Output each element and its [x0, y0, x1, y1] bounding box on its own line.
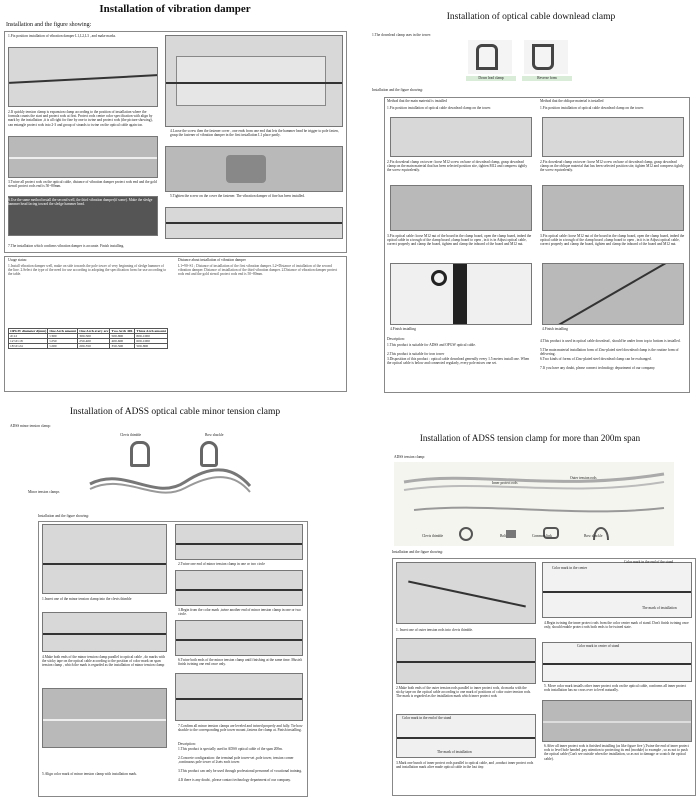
minor-photo-5: [175, 620, 303, 656]
vibration-usage-text: 1.Install vibration damper well, make on side towards the pole tower of very beginning of sledge hammer of the line. 2.Select the type of the need for use according to adopting the specification form for use according to the table.: [8, 264, 167, 277]
vibration-distance-text: L1=90~S1 ; Distance of installation of the first vibration damper. L2=Distance of installation of the second vibration damper. Distance of installation of the third vibration damper. 2.Distance of vibration damper protect rods end and the gold stencil protect rods end is 50~80mm.: [178, 264, 338, 277]
table-header: One Arch every arc: [79, 329, 109, 333]
adss-label-install-mark-2: The mark of installation: [437, 750, 472, 754]
reverse-form-label: Reverse form: [522, 76, 572, 81]
downlead-description-6: 6.Two kinds of forms of Zinc-plated steel downlead clamp can be exchanged.: [540, 357, 652, 361]
minor-part-clamps: Minor tension clamps: [28, 490, 60, 494]
vibration-title: Installation of vibration damper: [99, 3, 251, 15]
downlead-figure-heading: Installation and the figure showing:: [372, 88, 424, 92]
adss-part-link: Common link: [532, 534, 552, 538]
vibration-span-table: [8, 328, 168, 349]
minor-description-1: 1.This product is specially used in ADSS optical cable of the span 200m.: [178, 747, 283, 751]
method-oblique-label: Method that the oblique material is installed: [540, 99, 604, 103]
downlead-description-3: 3.Disposition of this product : optical cable downlead generally every 1.5 meters install one. When the optical cable is below and connected regularly, every pole mixes one set.: [387, 357, 530, 366]
minor-tension-panel: [0, 400, 350, 800]
downlead-step-4-oblique: 4.Finish installing: [542, 327, 568, 331]
adss-step-1: 1. Insert one of outer tension rods into clevis thimble.: [396, 628, 473, 632]
reverse-form-photo: [524, 40, 568, 74]
vibration-step-6: 6.Use the same method install the second well, the third vibration damper(if some). Make the sledge hammer head facing toward the sledge hammer head.: [8, 198, 153, 207]
table-row: d≤12 ≤300 300-500 500-800 800-1000: [9, 334, 168, 339]
adss-step-5: 5. Move color mark installs other inner protect rods on the optical cable, conforms all inner protect rods installation has no cross over to level naturally.: [544, 684, 687, 693]
minor-section-label: ADSS minor tension clamp:: [10, 424, 51, 428]
vibration-step-2: 2.If quickly tension clamp is expansion clamp according to the position of installation where the formula counts the start and protect rods at first. Protect rods centre color specification with align by mark by the installation ,it is all right for fine by one to twine and protect rods (the picture showing), can entangle protect rods into 2-3 and group of strands to twine on the optical cable again too.: [8, 110, 153, 127]
downlead-clamp-panel: [362, 0, 700, 395]
minor-photo-2: [175, 524, 303, 560]
minor-part-clevis: Clevis thimble: [120, 433, 142, 437]
minor-step-7: 7.Confirm all minor tension clamps are leveled and twined properly and fully. Tie bow shackle to the corresponding pole tower mount ,fastens the clamp at. Finish installing.: [178, 724, 303, 733]
downlead-description-7: 7.If you have any doubt, please connect technology department of our company.: [540, 366, 656, 370]
minor-step-4: 4.Make both ends of the minor tension clamp parallel to optical cable , do marks with the sticky tape on the optical cable according to the position of color mark on span tension clamp , which the mark is regarded as the installation of minor tension clamp: [42, 655, 166, 668]
vibration-photo-2: [165, 35, 343, 127]
minor-step-3: 3.Begin from the color mark ,twine another end of minor tension clamp in one or two circle.: [178, 608, 301, 617]
minor-photo-7: [42, 688, 167, 748]
adss-tension-panel: [362, 400, 700, 800]
downlead-description-4: 4.This product is used in optical cable downlead , should be under from top to bottom is installed.: [540, 339, 681, 343]
minor-description-heading: Description:: [178, 742, 196, 746]
minor-step-1: 1.Insert one of the minor tension clamp into the clevis thimble: [42, 597, 132, 601]
adss-step-6: 6.After all inner protect rods is finished installing (as like figure five ),Twine the end of inner protect rods to level hole handed ,pay attention to protecting its end (module) to example , so as not to push the optical cable (Can't see outside when the installation, so as not to damage or scratch the optical cable).: [544, 744, 689, 761]
downlead-step-4-main: 4.Finish installing: [390, 327, 416, 331]
vibration-step-4: 4.Loose the screw then the fastener cover , one ends from one end that lets the hammer head be trigger to pole fasten, grasp the fastener of vibration damper in the first installation L1 place partly.: [170, 129, 339, 138]
minor-figure-heading: Installation and the figure showing:: [38, 514, 90, 518]
adss-photo-6: [542, 700, 692, 742]
adss-figure-heading: Installation and the figure showing:: [392, 550, 444, 554]
downlead-usage-line: 1.The downlead clamp uses in the tower:: [372, 33, 431, 37]
adss-part-bolt: Bolt: [500, 534, 507, 538]
downlead-photo-5: [390, 263, 532, 325]
adss-part-outer-rods: Outer tension rods: [570, 476, 597, 480]
vibration-photo-6: [165, 207, 343, 239]
adss-step-2: 2.Make both ends of the outer tension rods parallel to inner protect rods, do marks with the sticky tape on the optical cable according to one mark of positions of color outer tension rods. The mark is regarded as the installation mark which inner protect rods: [396, 686, 532, 699]
minor-photo-6: [175, 673, 303, 721]
vibration-step-3: 3.Twine all protect rods on the optical cable, distance of vibration damper protect rods end and the gold stencil protect rods end is 50~80mm.: [8, 180, 157, 189]
adss-part-shackle: Bow shackle: [584, 534, 603, 538]
minor-step-2: 2.Twine one end of minor tension clamp in one or two circle: [178, 562, 265, 566]
downlead-step-2-oblique: 2.Fix downlead clamp on tower: loose M12 screw on base of downlead clamp, grasp downlead clamp on the oblique material that has been selected position site, tighten M12 and compress tightly the screw equivalently.: [540, 160, 684, 173]
table-row: 12<d≤18 ≤250 250-400 400-600 600-1000: [9, 339, 168, 344]
downlead-description-heading: Description:: [387, 337, 405, 341]
table-header: One Arch amount: [49, 329, 77, 333]
vibration-photo-4: [165, 146, 343, 192]
adss-step-3: 3.Mark one bunch of inner protect rods parallel to optical cable, and ,conduct inner protect rods and installation mark alive made optical cable in the last tiny.: [396, 761, 534, 770]
adss-label-install-mark: The mark of installation: [642, 606, 677, 610]
downlead-description-2: 2.This product is suitable for iron tower: [387, 352, 445, 356]
adss-part-clevis: Clevis thimble: [422, 534, 444, 538]
downlead-description-5: 5.The main material installation form of Zinc-plated steel downlead clamp is the routine form of delivering.: [540, 348, 679, 357]
minor-step-6: 6.Twine both ends of the minor tension clamp until finishing at the same time. Mustn't finish twining one end once only.: [178, 658, 303, 667]
method-main-label: Method that the main material is installed: [387, 99, 447, 103]
downlead-photo-2: [542, 117, 684, 157]
table-header: OPGW diameter d(mm): [10, 329, 47, 333]
adss-label-center-mark: Color mark in the center: [552, 566, 588, 570]
minor-photo-1: [42, 524, 167, 594]
vibration-photo-3: [8, 136, 158, 178]
minor-photo-3: [175, 570, 303, 606]
downlead-step-3-main: 3.Fix optical cable: loose M12 nut of the board in the clamp board, open the clamp board, imbed the optical cable in a trough of the clamp board ,clamp board to open , in it is in Adjust optical cable, correct properly and clamp the board, tighten and clamp the inboard of the board and M12 nut.: [387, 234, 532, 247]
vibration-figure-heading: Installation and the figure showing:: [6, 22, 92, 28]
minor-tension-clamp-photo: [85, 464, 255, 504]
vibration-photo-1: [8, 47, 158, 107]
minor-description-4: 4.If there is any doubt , please contact technology department of our company.: [178, 778, 291, 782]
downlead-photo-3: [390, 185, 532, 231]
downlead-step-1-oblique: 1.Fix position installation of optical cable downlead clamp on the tower.: [540, 106, 644, 110]
adss-photo-3: [396, 638, 536, 684]
adss-label-end-stand: Color mark in the end of the stand: [402, 716, 452, 720]
minor-description-3: 3.This product can only be used through professional personnel of vocational training.: [178, 769, 303, 773]
vibration-step-5: 5.Tighten the screw on the cover the fastener. The vibration damper of fine has been installed.: [170, 194, 305, 198]
downlead-photo-6: [542, 263, 684, 325]
table-row: 18<d≤24 ≤200 200-350 350-500 500-800: [9, 344, 168, 349]
downlead-step-1-main: 1.Fix position installation of optical cable downlead clamp on the tower.: [387, 106, 491, 110]
minor-description-2: 2.Concrete configuration: the terminal pole tower-set ,pole tower, tension corner ,continuous pole tower of 2sets each tower.: [178, 756, 294, 765]
downlead-clamp-label: Down lead clamp: [466, 76, 516, 81]
minor-title: Installation of ADSS optical cable minor tension clamp: [69, 407, 281, 417]
adss-label-center-stand: Color mark in center of stand: [577, 644, 620, 648]
vibration-usage-heading: Usage status:: [8, 258, 28, 262]
downlead-description-1: 1.This product is suitable for ADSS and OPGW optical cable.: [387, 343, 476, 347]
downlead-step-3-oblique: 3.Fix optical cable: loose M12 nut of the board in the clamp board, open the clamp board, imbed the optical cable in a trough of the clamp board ,clamp board to open , in it is in Adjust optical cable, correct properly and clamp the board, tighten and clamp the inboard of the board and M12 nut.: [540, 234, 685, 247]
vibration-step-7: 7.The installation which confirms vibration damper is accurate. Finish installing.: [8, 244, 125, 248]
minor-part-shackle: Bow shackle: [205, 433, 224, 437]
downlead-clamp-photo: [468, 40, 512, 74]
downlead-photo-4: [542, 185, 684, 231]
adss-section-label: ADSS tension clamp:: [394, 455, 426, 459]
adss-part-inner-rods: Inner protect rods: [492, 481, 518, 485]
adss-photo-1: [396, 562, 536, 624]
downlead-step-2-main: 2.Fix downlead clamp on tower: loose M12 screw on base of downlead clamp, grasp downlead clamp on the main material that has been selected position site, tighten M12 and compress tightly the screw equivalently.: [387, 160, 528, 173]
adss-title: Installation of ADSS tension clamp for more than 200m span: [419, 433, 641, 443]
adss-step-4: 4.Begin twining the inner protect rods from the color center mark of stand. Don't finish twining once only, should enable protect rods both ends to be twined state.: [544, 621, 689, 630]
vibration-step-1: 1.Fix position installation of vibration damper L1,L2,L3 , and make marks.: [8, 34, 117, 38]
minor-step-5: 5.Align color mark of minor tension clamp with installation mark.: [42, 772, 138, 776]
adss-label-end-mark: Color mark in the end of the stand: [624, 560, 674, 564]
downlead-title: Installation of optical cable downlead clamp: [446, 12, 616, 22]
table-header: Two Arch 400-: [111, 329, 134, 333]
vibration-damper-panel: [0, 0, 350, 395]
downlead-photo-1: [390, 117, 532, 157]
vibration-distance-heading: Distance about installation of vibration damper: [178, 258, 246, 262]
minor-photo-4: [42, 612, 167, 652]
table-header: Three Arch amount: [136, 329, 166, 333]
